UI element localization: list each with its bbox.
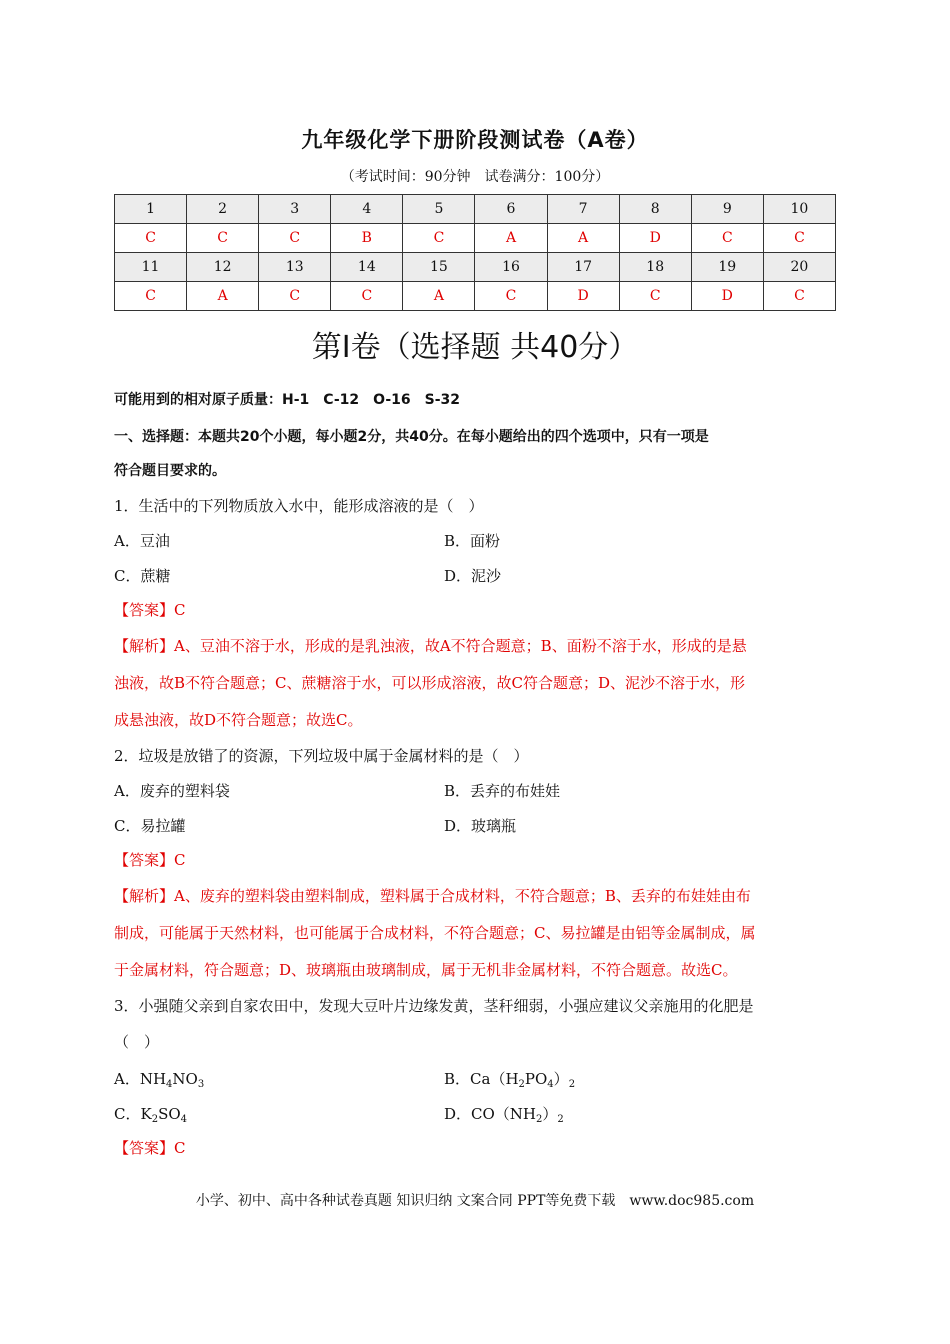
- exam-title: 九年级化学下册阶段测试卷（A卷）: [301, 128, 649, 152]
- question-number: 4: [331, 195, 403, 224]
- question-number: 14: [331, 253, 403, 282]
- answer-label: 【答案】C: [114, 1139, 186, 1157]
- question-number: 12: [187, 253, 259, 282]
- analysis-line: 于金属材料，符合题意；D、玻璃瓶由玻璃制成，属于无机非金属材料，不符合题意。故选C。: [114, 961, 738, 979]
- subscript: 2: [518, 1079, 525, 1090]
- option-b: [444, 1068, 575, 1090]
- answer-cell: C: [259, 282, 331, 311]
- subscript: 4: [547, 1079, 554, 1090]
- answer-cell: C: [187, 224, 259, 253]
- question-number: 11: [115, 253, 187, 282]
- option-a: A．废弃的塑料袋: [114, 782, 230, 800]
- analysis-line: 制成，可能属于天然材料，也可能属于合成材料，不符合题意；C、易拉罐是由铝等金属制成，属: [114, 924, 756, 942]
- instructions-line: 符合题目要求的。: [114, 463, 226, 479]
- section-title: 第Ⅰ卷（选择题 共40分）: [311, 330, 639, 365]
- option-a: A．豆油: [114, 532, 170, 550]
- question-stem: 1．生活中的下列物质放入水中，能形成溶液的是（ ）: [114, 497, 484, 515]
- formula-text: SO: [158, 1105, 181, 1123]
- answer-cell: C: [115, 224, 187, 253]
- question-number: 1: [115, 195, 187, 224]
- analysis-line: 浊液，故B不符合题意；C、蔗糖溶于水，可以形成溶液，故C符合题意；D、泥沙不溶于水，形: [114, 674, 746, 692]
- question-stem: 3．小强随父亲到自家农田中，发现大豆叶片边缘发黄，茎秆细弱，小强应建议父亲施用的化肥是: [114, 997, 754, 1015]
- answer-cell: C: [691, 224, 763, 253]
- formula-text: ）: [542, 1105, 558, 1123]
- option-b: B．面粉: [444, 532, 501, 550]
- subscript: 2: [151, 1114, 159, 1125]
- formula-text: NO: [172, 1070, 198, 1088]
- atomic-masses: 可能用到的相对原子质量：H-1 C-12 O-16 S-32: [114, 392, 460, 408]
- answer-cell: C: [475, 282, 547, 311]
- question-number: 3: [259, 195, 331, 224]
- answer-cell: D: [619, 224, 691, 253]
- answer-cell: A: [547, 224, 619, 253]
- answer-cell: A: [187, 282, 259, 311]
- formula-text: A．NH: [114, 1070, 167, 1088]
- answer-cell: A: [403, 282, 475, 311]
- subscript: 4: [166, 1079, 173, 1090]
- question-number: 9: [691, 195, 763, 224]
- answer-label: 【答案】C: [114, 601, 186, 619]
- analysis-line: 【解析】A、豆油不溶于水，形成的是乳浊液，故A不符合题意；B、面粉不溶于水，形成的是悬: [114, 637, 747, 655]
- question-number: 20: [763, 253, 835, 282]
- answer-label: 【答案】C: [114, 851, 186, 869]
- question-number: 5: [403, 195, 475, 224]
- formula-text: D．CO（NH: [444, 1105, 537, 1123]
- formula-text: B．Ca（H: [444, 1070, 519, 1088]
- answer-cell: D: [547, 282, 619, 311]
- answer-cell: C: [259, 224, 331, 253]
- question-number: 2: [187, 195, 259, 224]
- question-number: 19: [691, 253, 763, 282]
- answer-cell: C: [403, 224, 475, 253]
- subscript: 2: [557, 1114, 564, 1125]
- formula-text: ）: [553, 1070, 569, 1088]
- answer-cell: C: [763, 282, 835, 311]
- option-c: C．易拉罐: [114, 817, 186, 835]
- question-number: 8: [619, 195, 691, 224]
- answer-cell: A: [475, 224, 547, 253]
- analysis-line: 【解析】A、废弃的塑料袋由塑料制成，塑料属于合成材料，不符合题意；B、丢弃的布娃娃由布: [114, 887, 751, 905]
- answer-cell: C: [331, 282, 403, 311]
- question-number: 15: [403, 253, 475, 282]
- answer-cell: C: [619, 282, 691, 311]
- option-a: [114, 1068, 204, 1090]
- formula-text: C．K: [114, 1105, 152, 1123]
- answer-cell: C: [763, 224, 835, 253]
- option-b: B．丢弃的布娃娃: [444, 782, 561, 800]
- question-number: 17: [547, 253, 619, 282]
- answer-table-row: [115, 282, 836, 311]
- answer-cell: B: [331, 224, 403, 253]
- question-stem-cont: （ ）: [114, 1033, 160, 1051]
- page-footer: 小学、初中、高中各种试卷真题 知识归纳 文案合同 PPT等免费下载 www.doc985.com: [195, 1193, 755, 1209]
- option-d: D．泥沙: [444, 567, 502, 585]
- question-number: 16: [475, 253, 547, 282]
- subscript: 2: [568, 1079, 576, 1090]
- subscript: 2: [536, 1114, 543, 1125]
- answer-table: [114, 194, 836, 311]
- subscript: 3: [197, 1079, 205, 1090]
- option-d: [444, 1103, 564, 1125]
- exam-subtitle: （考试时间：90分钟 试卷满分：100分）: [340, 169, 610, 185]
- analysis-line: 成悬浊液，故D不符合题意；故选C。: [114, 711, 363, 729]
- answer-cell: D: [691, 282, 763, 311]
- answer-table-row: [115, 253, 836, 282]
- answer-cell: C: [115, 282, 187, 311]
- answer-table-row: [115, 224, 836, 253]
- subscript: 4: [180, 1114, 188, 1125]
- question-number: 7: [547, 195, 619, 224]
- instructions-line: 一、选择题：本题共20个小题，每小题2分，共40分。在每小题给出的四个选项中，只有一项是: [114, 429, 709, 445]
- question-number: 10: [763, 195, 835, 224]
- option-c: [114, 1103, 187, 1125]
- question-number: 13: [259, 253, 331, 282]
- formula-text: PO: [524, 1070, 548, 1088]
- question-number: 18: [619, 253, 691, 282]
- option-d: D．玻璃瓶: [444, 817, 517, 835]
- question-stem: 2．垃圾是放错了的资源，下列垃圾中属于金属材料的是（ ）: [114, 747, 529, 765]
- option-c: C．蔗糖: [114, 567, 171, 585]
- question-number: 6: [475, 195, 547, 224]
- answer-table-row: [115, 195, 836, 224]
